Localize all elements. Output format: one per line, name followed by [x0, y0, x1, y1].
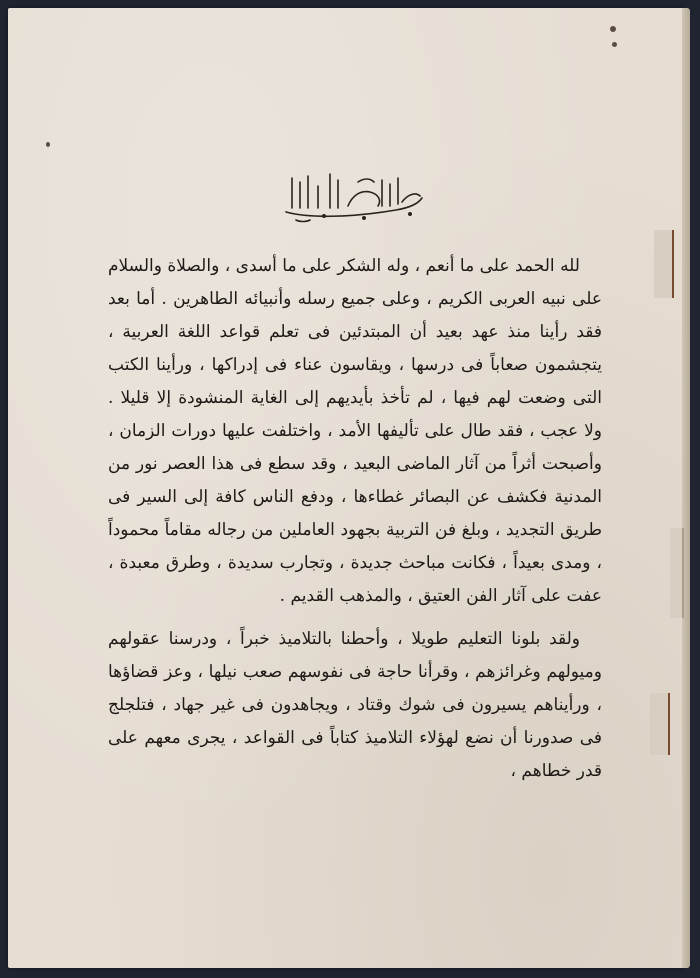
basmala-calligraphy — [278, 168, 428, 226]
body-text — [108, 250, 602, 788]
page-tear — [670, 528, 684, 618]
page-tear — [654, 230, 674, 298]
page-edge — [682, 8, 690, 968]
page-speck — [612, 42, 617, 47]
page-speck — [610, 26, 616, 32]
page-speck — [46, 142, 50, 147]
page-tear — [650, 693, 670, 755]
paragraph: ولقد بلونا التعليم طويلا ، وأحطنا بالتلاميذ خبراً ، ودرسنا عقولهم وميولهم وغرائزهم ، وقرأنا حاجة فى نفوسهم صعب نيلها ، وعز قضاؤها ، ورأيناهم يسيرون فى شوك وقتاد ، ويجاهدون فى غير جهاد ، فتلجلج فى صدورنا أن نضع لهؤلاء التلاميذ كتاباً فى القواعد ، يجرى معهم على قدر خطاهم ، — [108, 629, 602, 781]
paragraph: لله الحمد على ما أنعم ، وله الشكر على ما أسدى ، والصلاة والسلام على نبيه العربى الكريم ، وعلى جميع رسله وأنبيائه الطاهرين . أما بعد فقد رأينا منذ عهد بعيد أن المبتدئين فى تعلم قواعد اللغة العربية ، يتجشمون صعاباً فى درسها ، ويقاسون عناء فى إدراكها ، ورأينا الكتب التى وضعت لهم فيها ، لم تأخذ بأيديهم إلى الغاية المنشودة إلا قليلا . ولا عجب ، فقد طال على تأليفها الأمد ، واختلفت عليها دورات الزمان ، وأصبحت أثراً من آثار الماضى البعيد ، وقد سطع فى هذا العصر نور من المدنية فكشف عن البصائر غطاءها ، ودفع الناس كافة إلى السير فى طريق التجديد ، وبلغ فن التربية بجهود العاملين من رجاله مقاماً محموداً ، ومدى بعيداً ، فكانت مباحث جديدة ، وتجارب سديدة ، وطرق معبدة ، عفت على آثار الفن العتيق ، والمذهب القديم . — [108, 256, 602, 606]
book-page — [8, 8, 684, 968]
